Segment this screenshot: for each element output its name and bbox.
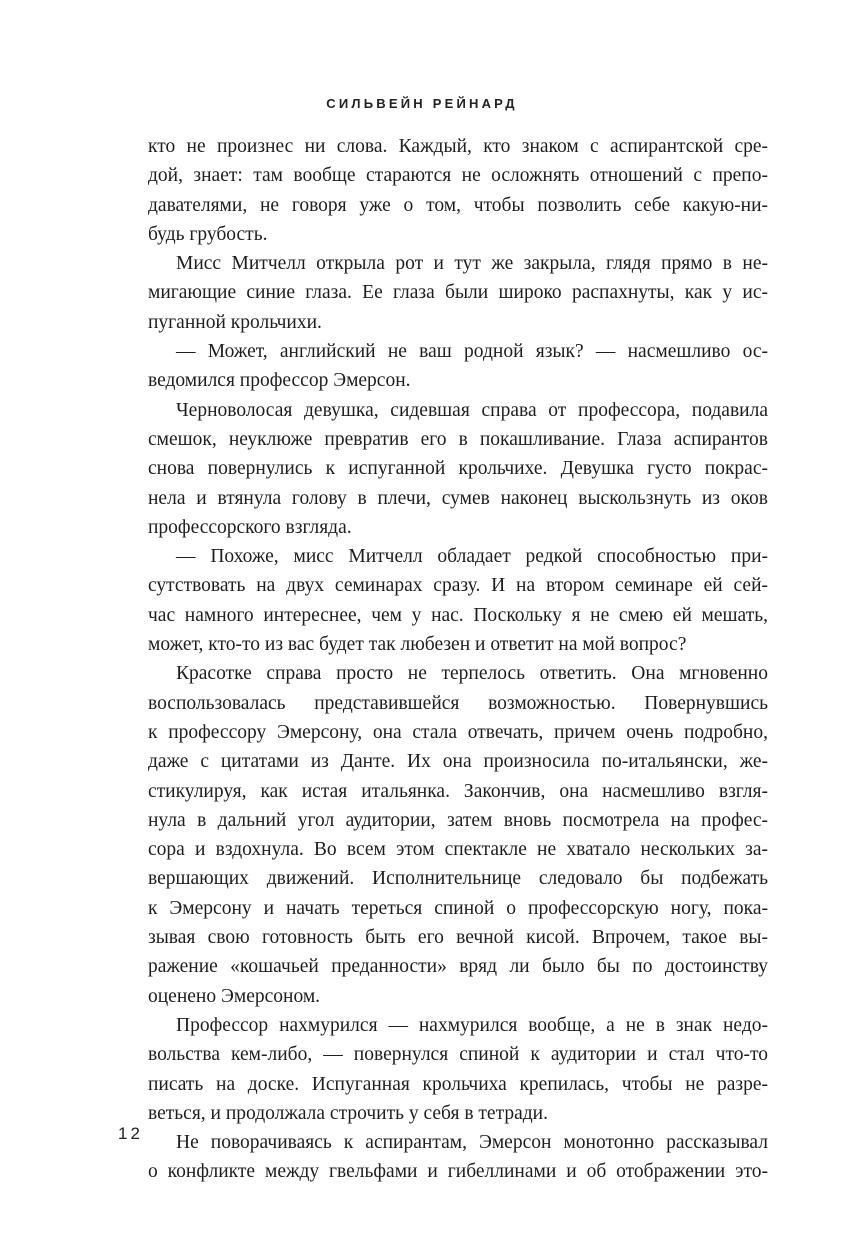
text-line: ражение «кошачьей преданности» вряд ли было бы по достоинству	[148, 956, 768, 978]
text-line: веться, и продолжала строчить у себя в тетради.	[148, 1102, 548, 1124]
text-line: будь грубость.	[148, 223, 268, 245]
body-text	[148, 132, 768, 1187]
text-line: даже с цитатами из Данте. Их она произносила по-итальянски, же-	[148, 751, 768, 773]
text-line: смешок, неуклюже превратив его в покашливание. Глаза аспирантов	[148, 428, 768, 450]
text-line: снова повернулись к испуганной крольчихе. Девушка густо покрас-	[148, 458, 768, 480]
text-line: к профессору Эмерсону, она стала отвечать, причем очень подробно,	[148, 721, 768, 743]
text-line: стикулируя, как истая итальянка. Закончив, она насмешливо взгля-	[148, 780, 768, 802]
text-line: — Может, английский не ваш родной язык? — насмешливо ос-	[176, 341, 768, 363]
text-line: вольства кем-либо, — повернулся спиной к аудитории и стал что-то	[148, 1044, 768, 1066]
text-line: сутствовать на двух семинарах сразу. И на втором семинаре ей сей-	[148, 575, 768, 597]
text-line: — Похоже, мисс Митчелл обладает редкой способностью при-	[176, 546, 768, 568]
text-line: Мисс Митчелл открыла рот и тут же закрыла, глядя прямо в не-	[176, 253, 768, 275]
text-line: воспользовалась представившейся возможностью. Повернувшись	[148, 692, 768, 714]
running-head: СИЛЬВЕЙН РЕЙНАРД	[326, 96, 518, 111]
text-line: ведомился профессор Эмерсон.	[148, 370, 411, 392]
text-line: Черноволосая девушка, сидевшая справа от профессора, подавила	[176, 399, 768, 421]
page-number: 12	[118, 1124, 143, 1143]
text-line: мигающие синие глаза. Ее глаза были широко распахнуты, как у ис-	[148, 282, 768, 304]
text-line: может, кто-то из вас будет так любезен и ответит на мой вопрос?	[148, 634, 687, 656]
text-line: давателями, не говоря уже о том, чтобы позволить себе какую-ни-	[148, 194, 768, 216]
text-line: кто не произнес ни слова. Каждый, кто знаком с аспирантской сре-	[148, 136, 768, 157]
text-line: зывая свою готовность быть его вечной кисой. Впрочем, такое вы-	[148, 927, 768, 949]
text-line: вершающих движений. Исполнительнице следовало бы подбежать	[148, 868, 768, 890]
text-line: оценено Эмерсоном.	[148, 985, 321, 1007]
text-line: профессорского взгляда.	[148, 516, 352, 538]
text-line: о конфликте между гвельфами и гибеллинами и об отображении это-	[148, 1161, 768, 1183]
text-line: сора и вздохнула. Во всем этом спектакле не хватало нескольких за-	[148, 839, 768, 861]
text-line: нула в дальний угол аудитории, затем вновь посмотрела на профес-	[148, 809, 768, 831]
text-line: нела и втянула голову в плечи, сумев наконец выскользнуть из оков	[148, 487, 768, 509]
text-line: к Эмерсону и начать тереться спиной о профессорскую ногу, пока-	[148, 897, 768, 919]
text-line: дой, знает: там вообще стараются не осложнять отношений с препо-	[148, 165, 768, 187]
text-line: Профессор нахмурился — нахмурился вообще, а не в знак недо-	[176, 1014, 768, 1036]
text-line: писать на доске. Испуганная крольчиха крепилась, чтобы не разре-	[148, 1073, 768, 1095]
text-line: Не поворачиваясь к аспирантам, Эмерсон монотонно рассказывал	[176, 1132, 768, 1154]
text-line: Красотке справа просто не терпелось ответить. Она мгновенно	[176, 663, 768, 685]
text-line: час намного интереснее, чем у нас. Поскольку я не смею ей мешать,	[148, 604, 768, 626]
text-line: пуганной крольчихи.	[148, 311, 322, 333]
